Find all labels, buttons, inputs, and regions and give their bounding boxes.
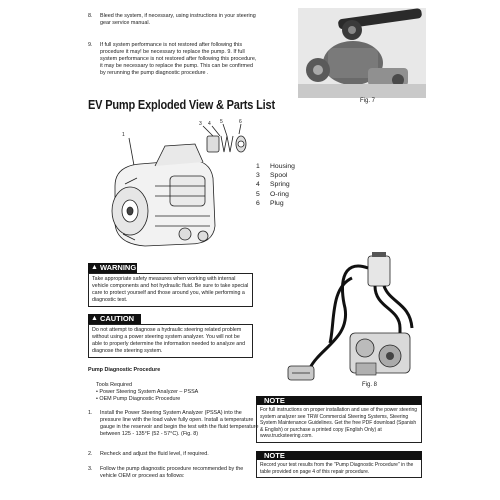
callout-5: 5 [220, 119, 223, 125]
note-1-text: For full instructions on proper installation and use of the power steering system analyzer see TRW Commercial Steering Systems, Steering System Maintenance Guidelines. Get the free PDF download (Spanish & English) or purchase a printed copy (English Only) at www.trucksteering.com. [256, 405, 422, 443]
parts-list-item [256, 180, 295, 189]
warning-triangle-icon: ▲ [91, 264, 98, 271]
parts-list-item [256, 171, 295, 180]
part-number: 3 [256, 172, 260, 180]
parts-list-item [256, 199, 295, 208]
proc-step-3-number: 3. [88, 466, 93, 472]
part-name: Plug [270, 199, 284, 207]
proc-step-2-text: Recheck and adjust the fluid level, if required. [100, 451, 209, 457]
proc-step-2-number: 2. [88, 451, 93, 457]
exploded-view-drawing [95, 116, 255, 256]
fig7-photo [298, 8, 426, 98]
note-1-label: NOTE [256, 396, 422, 405]
proc-step-3-text: Follow the pump diagnostic procedure recommended by the vehicle OEM or proceed as follows: [100, 466, 244, 479]
warning-text: Take appropriate safety measures when working with internal vehicle components and hot hydraulic fluid. Be sure to take special care to protect yourself and those around you, while performing a diagnostic test. [88, 273, 253, 307]
callout-4: 4 [208, 121, 211, 127]
part-name: O-ring [270, 190, 289, 198]
caution-box [88, 314, 253, 358]
step-8-text: Bleed the system, if necessary, using instructions in your steering gear service manual. [100, 13, 256, 26]
proc-step-1-number: 1. [88, 410, 93, 416]
warning-label: WARNING [99, 263, 137, 272]
step-8-number: 8. [88, 13, 93, 19]
note-2-label: NOTE [256, 451, 422, 460]
note-box-1 [256, 396, 422, 443]
caution-label: CAUTION [99, 314, 135, 323]
callout-3: 3 [199, 121, 202, 127]
tool-item-pssa: • Power Steering System Analyzer – PSSA [96, 389, 199, 395]
warning-banner [88, 263, 137, 273]
note-2-text: Record your test results from the "Pump Diagnostic Procedure" in the table provided on page 4 of this repair procedure. [256, 460, 422, 478]
part-name: Spool [270, 172, 288, 180]
proc-step-1-text: Install the Power Steering System Analyzer (PSSA) into the pressure line with the load valve fully open. Install a temperature gauge in the reservoir and begin the test with the fluid temperature between 125 - 135°F (52 - 57°C). (Fig. 8) [100, 410, 259, 437]
part-name: Housing [270, 163, 295, 170]
part-number: 4 [256, 181, 260, 189]
part-number: 1 [256, 163, 260, 170]
tools-heading: Tools Required [96, 382, 132, 388]
fig7-caption: Fig. 7 [360, 98, 376, 104]
section-title: EV Pump Exploded View & Parts List [88, 98, 275, 112]
caution-text: Do not attempt to diagnose a hydraulic steering related problem without using a power steering system analyzer. You will not be able to properly determine the information needed to analyze and diagnose the steering system. [88, 324, 253, 358]
fig8-caption: Fig. 8 [362, 382, 378, 388]
callout-6: 6 [239, 119, 242, 125]
parts-list-item [256, 190, 295, 199]
part-number: 5 [256, 190, 260, 198]
step-9-number: 9. [88, 42, 93, 48]
procedure-title: Pump Diagnostic Procedure [88, 367, 161, 373]
callout-1: 1 [122, 132, 125, 138]
tool-item-oem: • OEM Pump Diagnostic Procedure [96, 396, 181, 402]
warning-box [88, 263, 253, 307]
step-9-text: If full system performance is not restored after following this procedure it may! be necessary to replace the pump. 9. If full system performance is not restored after following this procedure, it may be necessary to replace the pump. This can be confirmed by rerunning the pump diagnostic procedure . [100, 42, 257, 76]
part-number: 6 [256, 199, 260, 207]
note-box-2 [256, 451, 422, 478]
caution-banner [88, 314, 141, 324]
parts-list [256, 162, 295, 208]
caution-triangle-icon: ▲ [91, 315, 98, 322]
fig8-diagram [280, 248, 425, 393]
part-name: Spring [270, 181, 290, 189]
parts-list-item [256, 162, 295, 171]
